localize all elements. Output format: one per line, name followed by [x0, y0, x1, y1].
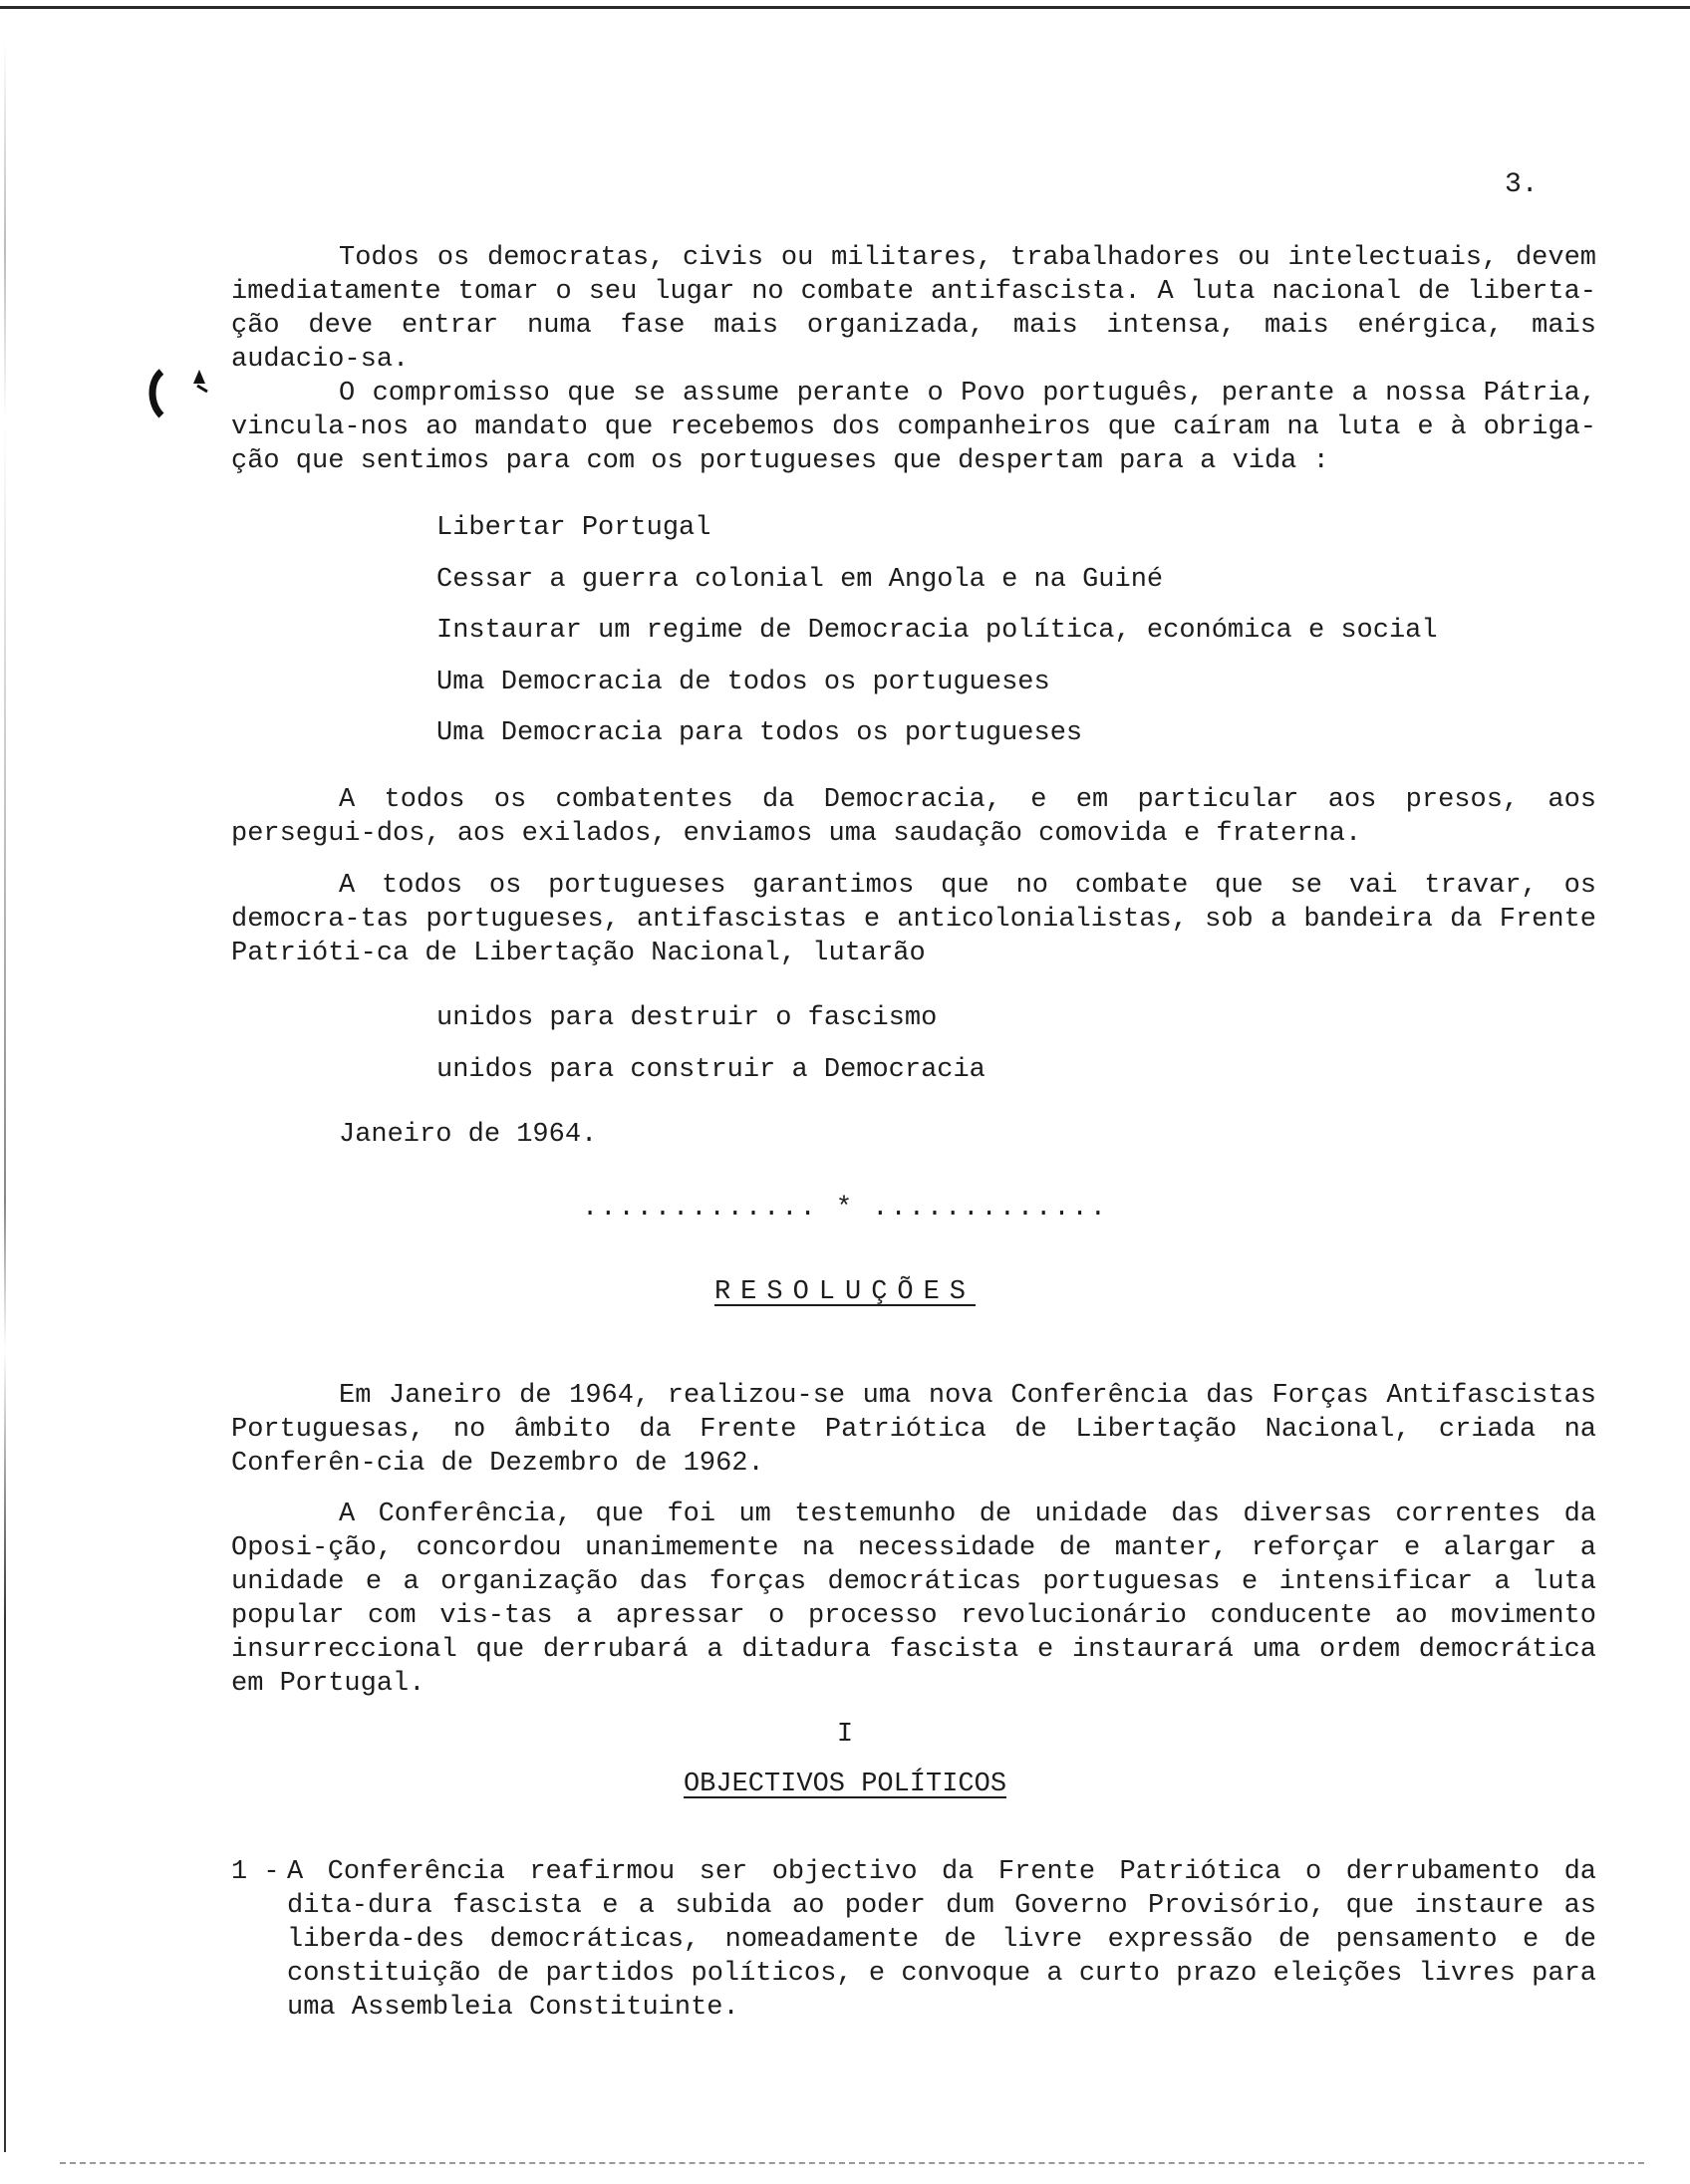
commitment-item: Uma Democracia para todos os portugueses [436, 718, 1083, 748]
salutation-paragraph-1-text: A todos os combatentes da Democracia, e em particular aos presos, aos persegui-dos, aos exilados, enviamos uma saudação comovida e fraterna. [231, 785, 1596, 849]
section-title-text: OBJECTIVOS POLÍTICOS [683, 1770, 1007, 1799]
item-number: 1 - [231, 1857, 280, 1887]
section-title [0, 1770, 1690, 1799]
intro-paragraph-2 [231, 377, 1596, 478]
bottom-edge-rule [60, 2162, 1644, 2164]
scan-left-edge [4, 40, 6, 2152]
section-number: I [836, 1720, 854, 1750]
intro-paragraph-1-text: Todos os democratas, civis ou militares, trabalhadores ou intelectuais, devem imediatamente tomar o seu lugar no combate antifascista. A luta nacional de liberta-ção deve entrar numa fase mais organizada, mais intensa, mais enérgica, mais audacio-sa. [231, 243, 1596, 375]
pledges-list [436, 1001, 986, 1104]
document-date: Janeiro de 1964. [339, 1120, 598, 1150]
resolutions-heading-text: RESOLUÇÕES [713, 1277, 977, 1307]
salutation-paragraph-1 [231, 783, 1596, 851]
top-edge-rule [0, 6, 1690, 9]
salutation-paragraph-2 [231, 869, 1596, 970]
numbered-item [231, 1855, 1596, 2025]
item-text: A Conferência reafirmou ser objectivo da Frente Patriótica o derrubamento da dita-dura fascista e a subida ao poder dum Governo Provisório, que instaure as liberda-des democráticas, nomeadamente de livre expressão de pensamento e de constituição de partidos políticos, e convoque a curto prazo eleições livres para uma Assembleia Constituinte. [287, 1857, 1596, 2023]
commitment-item: Libertar Portugal [436, 513, 711, 543]
intro-paragraph-1 [231, 241, 1596, 377]
salutation-paragraph-2-text: A todos os portugueses garantimos que no combate que se vai travar, os democra-tas portugueses, antifascistas e anticolonialistas, sob a bandeira da Frente Patrióti-ca de Libertação Nacional, lutarão [231, 871, 1596, 968]
commitment-item: Uma Democracia de todos os portugueses [436, 667, 1050, 697]
resolutions-paragraph-1-text: Em Janeiro de 1964, realizou-se uma nova Conferência das Forças Antifascistas Portuguesas, no âmbito da Frente Patriótica de Libertação Nacional, criada na Conferên-cia de Dezembro de 1962. [231, 1381, 1596, 1479]
section-separator: ............. * ............. [582, 1194, 1108, 1224]
commitment-item: Cessar a guerra colonial em Angola e na Guiné [436, 564, 1164, 595]
resolutions-paragraph-1 [231, 1379, 1596, 1481]
intro-paragraph-2-text: O compromisso que se assume perante o Povo português, perante a nossa Pátria, vincula-nos ao mandato que recebemos dos companheiros que caíram na luta e à obriga-ção que sentimos para com os portugueses que despertam para a vida : [231, 379, 1596, 476]
commitments-list [436, 511, 1438, 768]
handwritten-bracket-mark [147, 364, 217, 423]
page-number: 3. [1505, 169, 1539, 200]
resolutions-heading [0, 1277, 1690, 1307]
commitment-item: Instaurar um regime de Democracia política, económica e social [436, 616, 1438, 646]
pledge-item: unidos para construir a Democracia [436, 1054, 986, 1085]
resolutions-paragraph-2 [231, 1498, 1596, 1701]
resolutions-paragraph-2-text: A Conferência, que foi um testemunho de unidade das diversas correntes da Oposi-ção, concordou unanimemente na necessidade de manter, reforçar e alargar a unidade e a organização das forças democráticas portuguesas e intensificar a luta popular com vis-tas a apressar o processo revolucionário conducente ao movimento insurreccional que derrubará a ditadura fascista e instaurará uma ordem democrática em Portugal. [231, 1500, 1596, 1699]
pledge-item: unidos para destruir o fascismo [436, 1003, 938, 1033]
